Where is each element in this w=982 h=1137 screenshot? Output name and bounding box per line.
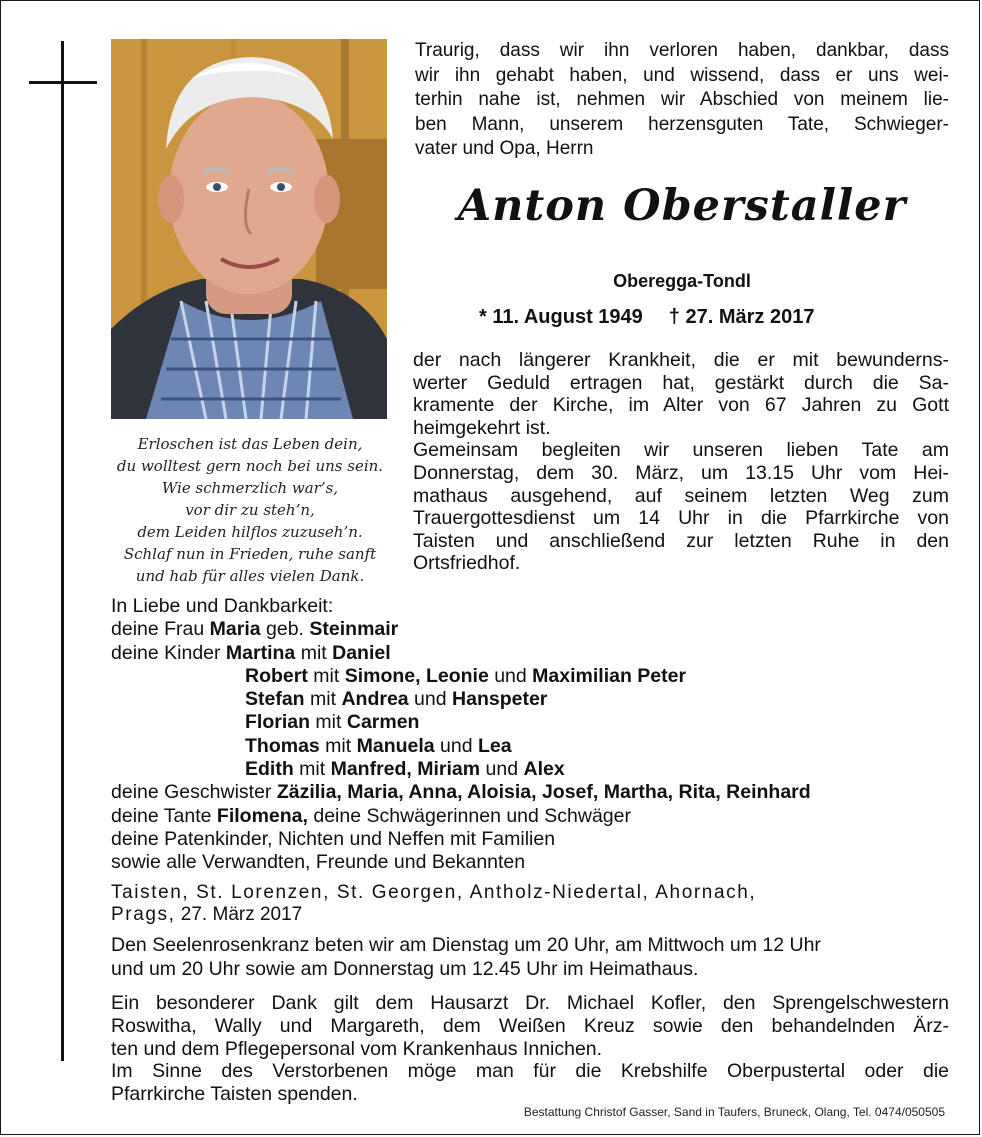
cross-icon: [61, 41, 64, 1061]
portrait-photo: [111, 39, 387, 419]
child-line: Robert mit Simone, Leonie und Maximilian Peter: [245, 664, 687, 687]
poem-line: und hab für alles vielen Dank.: [135, 567, 365, 585]
poem: [109, 433, 391, 587]
intro-line: ben Mann, unserem herzensguten Tate, Schwieger-: [415, 113, 949, 135]
places-line: Taisten, St. Lorenzen, St. Georgen, Antholz-Niedertal, Ahornach,: [111, 882, 757, 903]
body-line: der nach längerer Krankheit, die er mit bewunderns-: [413, 349, 949, 371]
thanks-text: [111, 992, 949, 1106]
mourners-list: [111, 595, 951, 875]
poem-line: dem Leiden hilflos zuzuseh’n.: [137, 523, 363, 541]
aunt-line: deine Tante Filomena, deine Schwägerinnen und Schwäger: [111, 804, 631, 827]
body-line: werter Geduld ertragen hat, gestärkt durch die Sa-: [413, 371, 949, 394]
intro-line: vater und Opa, Herrn: [415, 138, 594, 159]
body-line: kramente der Kirche, im Alter von 67 Jahren zu Gott: [413, 394, 949, 417]
deceased-name: Anton Oberstaller: [457, 181, 907, 231]
body-line: mathaus ausgehend, auf seinem letzten Weg zum: [413, 484, 949, 507]
child-line: Stefan mit Andrea und Hanspeter: [245, 688, 548, 711]
rosary-line: und um 20 Uhr sowie am Donnerstag um 12.45 Uhr im Heimathaus.: [111, 957, 699, 980]
godchildren-line: deine Patenkinder, Nichten und Neffen mit Familien: [111, 827, 556, 850]
places-and-date: [111, 882, 911, 926]
funeral-home-credit: Bestattung Christof Gasser, Sand in Taufers, Bruneck, Olang, Tel. 0474/050505: [523, 1105, 945, 1119]
rosary-line: Den Seelenrosenkranz beten wir am Dienstag um 20 Uhr, am Mittwoch um 12 Uhr: [111, 934, 821, 956]
poem-line: Erloschen ist das Leben dein,: [137, 435, 363, 453]
intro-line: Traurig, dass wir ihn verloren haben, dankbar, dass: [415, 40, 949, 61]
farm-name: Oberegga-Tondl: [613, 271, 751, 291]
intro-line: terhin nahe ist, nehmen wir Abschied von meinem lie-: [415, 89, 949, 110]
birth-date: * 11. August 1949: [479, 306, 643, 328]
thanks-line: Ein besonderer Dank gilt dem Hausarzt Dr. Michael Kofler, den Sprengelschwestern: [111, 992, 949, 1014]
funeral-text: [413, 349, 949, 575]
poem-line: vor dir zu steh’n,: [185, 501, 315, 519]
death-date: † 27. März 2017: [668, 306, 815, 328]
poem-line: Schlaf nun in Frieden, ruhe sanft: [123, 545, 377, 563]
places-line: Prags, 27. März 2017: [111, 904, 303, 925]
cross-icon-bar: [29, 81, 97, 84]
thanks-line: Roswitha, Wally und Margareth, dem Weißen Kreuz sowie den behandelnden Ärz-: [111, 1014, 949, 1037]
wife-line: deine Frau Maria geb. Steinmair: [111, 618, 399, 641]
child-line: Florian mit Carmen: [245, 711, 420, 734]
relatives-line: sowie alle Verwandten, Freunde und Bekannten: [111, 851, 526, 874]
intro-line: wir ihn gehabt haben, und wissend, dass er uns wei-: [415, 64, 949, 86]
thanks-line: Pfarrkirche Taisten spenden.: [111, 1083, 358, 1106]
thanks-line: Im Sinne des Verstorbenen möge man für die Krebshilfe Oberpustertal oder die: [111, 1060, 949, 1083]
poem-line: Wie schmerzlich war’s,: [161, 479, 339, 497]
mourners-opening: In Liebe und Dankbarkeit:: [111, 595, 334, 617]
life-dates: [479, 306, 814, 329]
body-line: Donnerstag, dem 30. März, um 13.15 Uhr vom Hei-: [413, 461, 949, 484]
siblings-line: deine Geschwister Zäzilia, Maria, Anna, Aloisia, Josef, Martha, Rita, Reinhard: [111, 781, 811, 804]
poem-line: du wolltest gern noch bei uns sein.: [116, 457, 384, 475]
body-line: Taisten und anschließend zur letzten Ruhe in den: [413, 529, 949, 552]
intro-text: [415, 39, 949, 162]
body-line: Ortsfriedhof.: [413, 552, 521, 575]
child-line: deine Kinder Martina mit Daniel: [111, 641, 391, 664]
child-line: Edith mit Manfred, Miriam und Alex: [245, 758, 565, 781]
child-line: Thomas mit Manuela und Lea: [245, 734, 512, 757]
rosary-text: [111, 934, 951, 981]
body-line: Gemeinsam begleiten wir unseren lieben Tate am: [413, 439, 949, 462]
body-line: Trauergottesdienst um 14 Uhr in die Pfarrkirche von: [413, 507, 949, 530]
body-line: heimgekehrt ist.: [413, 416, 551, 439]
thanks-line: ten und dem Pflegepersonal vom Krankenhaus Innichen.: [111, 1037, 603, 1060]
notice-date: 27. März 2017: [175, 904, 303, 925]
